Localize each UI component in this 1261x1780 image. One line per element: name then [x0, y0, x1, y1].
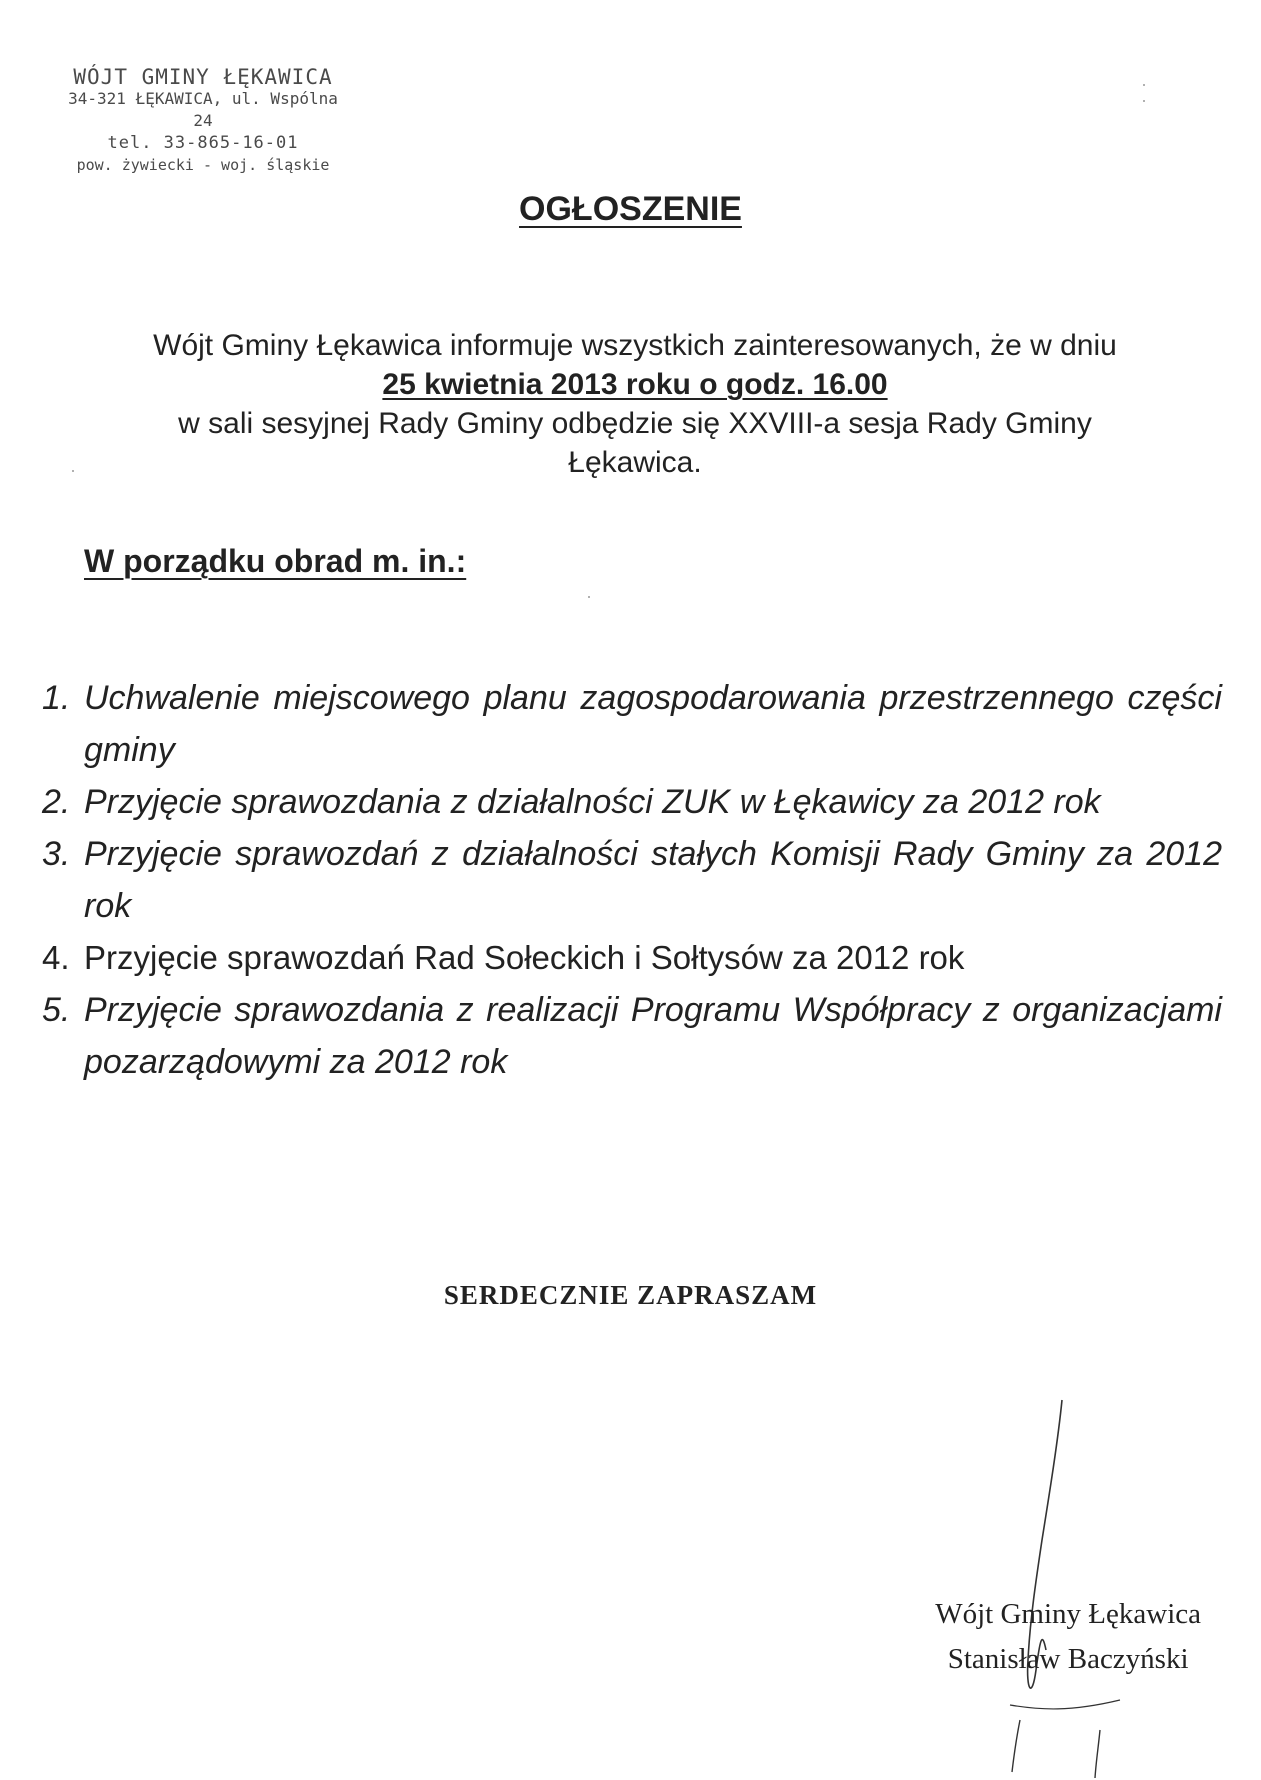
- document-title: OGŁOSZENIE: [519, 190, 742, 228]
- agenda-item-number: 2.: [42, 783, 71, 821]
- stamp-address: 34-321 ŁĘKAWICA, ul. Wspólna 24: [68, 89, 338, 130]
- agenda-item-text: Przyjęcie sprawozdań Rad Sołeckich i Sołtysów za 2012 rok: [84, 939, 965, 976]
- agenda-heading: W porządku obrad m. in.:: [84, 543, 467, 579]
- agenda-item-text: Przyjęcie sprawozdania z działalności ZUK w Łękawicy za 2012 rok: [84, 783, 1101, 821]
- agenda-item: [38, 984, 1222, 1088]
- agenda-item-text: Przyjęcie sprawozdania z realizacji Programu Współpracy z organizacjami pozarządowymi za 2012 rok: [84, 991, 1222, 1081]
- stamp-region: pow. żywiecki - woj. śląskie: [76, 156, 330, 174]
- announcement-intro: [60, 326, 1210, 482]
- signatory-name: Stanisław Baczyński: [947, 1643, 1189, 1675]
- scan-speck: [1143, 84, 1145, 86]
- agenda-list: [38, 672, 1222, 1088]
- agenda-item-number: 1.: [42, 679, 71, 717]
- invitation-closing: SERDECZNIE ZAPRASZAM: [443, 1280, 818, 1310]
- session-date: 25 kwietnia 2013 roku o godz. 16.00: [382, 368, 888, 401]
- office-stamp: [58, 66, 348, 176]
- scan-speck: [588, 596, 590, 598]
- intro-line-4: Łękawica.: [568, 446, 702, 479]
- intro-line-3: w sali sesyjnej Rady Gminy odbędzie się XXVIII-a sesja Rady Gminy: [178, 407, 1092, 440]
- agenda-item-number: 3.: [42, 835, 71, 873]
- signature-block: [935, 1592, 1201, 1682]
- agenda-item: [38, 672, 1222, 776]
- agenda-item-number: 4.: [42, 939, 70, 976]
- agenda-item-text: Przyjęcie sprawozdań z działalności stałych Komisji Rady Gminy za 2012 rok: [84, 835, 1222, 925]
- agenda-item: [38, 828, 1222, 932]
- stamp-office-name: WÓJT GMINY ŁĘKAWICA: [73, 65, 333, 89]
- signatory-role: Wójt Gminy Łękawica: [935, 1598, 1201, 1630]
- intro-line-1: Wójt Gminy Łękawica informuje wszystkich zainteresowanych, że w dniu: [153, 329, 1117, 362]
- agenda-item: [38, 932, 1222, 984]
- stamp-phone: tel. 33-865-16-01: [107, 133, 299, 153]
- agenda-item-text: Uchwalenie miejscowego planu zagospodarowania przestrzennego części gminy: [84, 679, 1222, 769]
- scan-speck: [72, 470, 74, 472]
- agenda-item: [38, 776, 1222, 828]
- handwritten-signature: [950, 1400, 1130, 1780]
- scan-speck: [1143, 100, 1145, 102]
- agenda-item-number: 5.: [42, 991, 71, 1029]
